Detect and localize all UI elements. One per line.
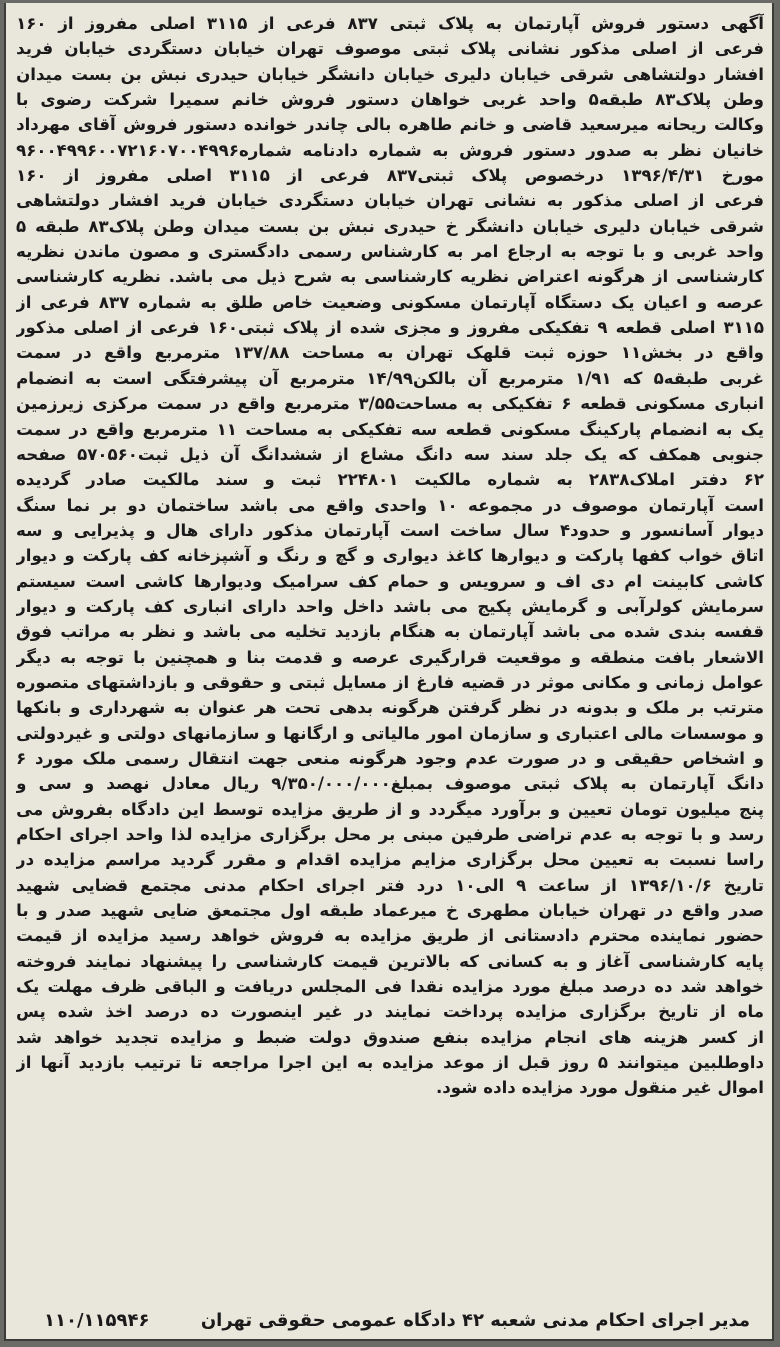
notice-body	[16, 11, 764, 1101]
notice-line: است آپارتمان موصوف در مجموعه ۱۰ واحدی واقع می باشد ساختمان دو بر نما سنگ	[16, 495, 764, 515]
notice-line: سرمایش کولرآبی و گرمایش پکیج می باشد داخل واحد دارای انباری کف پارکت و دیوار	[16, 596, 764, 616]
notice-case-number: ۱۱۰/۱۱۵۹۴۶	[44, 1309, 150, 1331]
notice-line: مترتب بر ملک و بدونه در نظر گرفتن هرگونه بدهی تحت هر عنوان به شهرداری و بانکها	[16, 698, 764, 718]
notice-line: وکالت ریحانه میرسعید قاضی و خانم طاهره بالی چاندر خوانده دستور فروش آقای مهرداد	[16, 115, 764, 135]
notice-signature: مدیر اجرای احکام مدنی شعبه ۴۲ دادگاه عمومی حقوقی تهران	[200, 1309, 750, 1331]
notice-line: خواهد شد ده درصد مبلغ مورد مزایده نقدا فی المجلس دریافت و الباقی ظرف مهلت یک	[16, 977, 764, 997]
notice-line: تاریخ ۱۳۹۶/۱۰/۶ از ساعت ۹ الی۱۰ درد فتر اجرای احکام مدنی مجتمع قضایی شهید	[16, 875, 764, 895]
notice-line: و موسسات مالی اعتباری و سازمان امور مالیاتی و ارگانها و سازمانهای دولتی و غیردولتی	[16, 723, 764, 743]
notice-line: فرعی از اصلی مذکور به نشانی تهران خیابان دستگردی خیابان فرید افشار دولتشاهی	[16, 191, 764, 211]
notice-line: آگهی دستور فروش آپارتمان به پلاک ثبتی ۸۳۷ فرعی از ۳۱۱۵ اصلی مفروز از ۱۶۰	[16, 14, 764, 33]
notice-line: عوامل زمانی و مکانی موثر در قضیه فارغ از مسایل ثبتی و حقوقی و بازداشتهای متصوره	[16, 672, 764, 692]
notice-line: حضور نماینده محترم دادستانی از طریق مزایده به فروش خواهد رسید مزایده از قیمت	[16, 926, 764, 946]
newspaper-notice	[4, 3, 774, 1341]
notice-line: واقع در بخش۱۱ حوزه ثبت قلهک تهران به مساحت ۱۳۷/۸۸ مترمربع واقع در سمت	[16, 343, 764, 363]
notice-line: واحد غربی و با توجه به ارجاع امر به کارشناس رسمی دادگستری و مصون ماندن نظریه	[16, 242, 764, 262]
notice-line: پایه کارشناسی آغاز و به کسانی که بالاترین قیمت کارشناسی را پیشنهاد نمایند فروخته	[16, 951, 764, 971]
notice-line: الاشعار بافت منطقه و موقعیت قرارگیری عرصه و قدمت بنا و همچنین با توجه به دیگر	[16, 647, 764, 667]
notice-line: ۳۱۱۵ اصلی قطعه ۹ تفکیکی مفروز و مجزی شده از پلاک ثبتی۱۶۰ فرعی از اصلی مذکور	[16, 318, 764, 338]
notice-line: غربی طبقه۵ که ۱/۹۱ مترمربع آن بالکن۱۴/۹۹ مترمربع آن پیشرفتگی است به انضمام	[16, 368, 764, 388]
notice-line: کاشی کابینت ام دی اف و سرویس و حمام کف سرامیک ودیوارها کاشی است سیستم	[16, 571, 764, 591]
notice-line: کارشناسی از هرگونه اعتراض نظریه کارشناسی به شرح ذیل می باشد. نظریه کارشناسی	[16, 267, 764, 287]
notice-line: فرعی از اصلی مذکور نشانی پلاک ثبتی موصوف تهران خیابان دستگردی خیابان فرید	[16, 39, 764, 59]
notice-line: عرصه و اعیان یک دستگاه آپارتمان مسکونی وضعیت خاص طلق به شماره ۸۳۷ فرعی از	[16, 292, 764, 312]
notice-line: داوطلبین میتوانند ۵ روز قبل از موعد مزایده به این اجرا مراجعه تا ترتیب بازدید آنها از	[16, 1053, 764, 1073]
notice-line: ماه از تاریخ برگزاری مزایده پرداخت نمایند در غیر اینصورت ده درصد اخذ شده پس	[16, 1002, 764, 1022]
notice-line: از کسر هزینه های انجام مزایده بنفع صندوق دولت ضبط و مزایده تجدید خواهد شد	[16, 1027, 764, 1047]
notice-line: دانگ آپارتمان به پلاک ثبتی موصوف بمبلغ۹/۳۵۰/۰۰۰/۰۰۰ ریال معادل نهصد و سی و	[16, 774, 764, 794]
notice-line: اتاق خواب کفها پارکت و دیوارها کاغذ دیواری و گچ و رنگ و آشپزخانه کف پارکت و دیوار	[16, 546, 764, 566]
notice-line: یک به انضمام پارکینگ مسکونی قطعه سه تفکیکی به مساحت ۱۱ مترمربع واقع در سمت	[16, 419, 764, 439]
notice-line: راسا نسبت به تعیین محل برگزاری مزایم مزایده اقدام و مقرر گردید مراسم مزایده در	[16, 850, 764, 870]
notice-line: رسد و با توجه به عدم تراضی طرفین مبنی بر محل برگزاری مزایده لذا واحد اجرای احکام	[16, 825, 764, 844]
notice-line: و اشخاص حقیقی و در صورت عدم وجود هرگونه منعی جهت انتقال رسمی ملک مورد ۶	[16, 748, 764, 768]
notice-line: دیوار آسانسور و حدود۴ سال ساخت است آپارتمان مذکور دارای هال و پذیرایی و سه	[16, 520, 764, 540]
notice-line: اموال غیر منقول مورد مزایده داده شود.	[435, 1078, 764, 1098]
notice-line: صدر واقع در تهران خیابان مطهری خ میرعماد طبقه اول مجتمعق ضایی شهید صدر و با	[16, 901, 764, 921]
notice-line: ۶۲ دفتر املاک۲۸۳۸ به شماره مالکیت ۲۲۴۸۰۱ ثبت و سند مالکیت صادر گردیده	[16, 470, 764, 490]
notice-line: پنج میلیون تومان تعیین و برآورد میگردد و از طریق مزایده توسط این دادگاه بفروش می	[16, 799, 764, 819]
notice-line: انباری مسکونی قطعه ۶ تفکیکی به مساحت۳/۵۵ مترمربع واقع در سمت مرکزی زیرزمین	[16, 394, 764, 414]
notice-line: مورخ ۱۳۹۶/۴/۳۱ درخصوص پلاک ثبتی۸۳۷ فرعی از ۳۱۱۵ اصلی مفروز از ۱۶۰	[16, 166, 764, 186]
notice-line: وطن پلاک۸۳ طبقه۵ واحد غربی خواهان دستور فروش خانم سمیرا شرکت رضوی با	[16, 90, 764, 110]
notice-line: شرقی خیابان دلیری خیابان دانشگر خ حیدری نبش بن بست میدان وطن پلاک۸۳ طبقه ۵	[16, 216, 764, 236]
notice-line: قفسه بندی شده می باشد آپارتمان به هنگام بازدید تخلیه می باشد و نظر به مراتب فوق	[16, 622, 764, 642]
notice-line: خانیان نظر به صدور دستور فروش به شماره دادنامه شماره۹۶۰۰۴۹۹۶۰۰۷۲۱۶۰۷۰۰۴۹۹۶	[16, 140, 764, 160]
notice-footer	[16, 1300, 764, 1340]
notice-line: افشار دولتشاهی شرقی خیابان دلیری خیابان دانشگر خیابان حیدری نبش بن بست میدان	[16, 64, 764, 84]
notice-line: جنوبی همکف که یک جلد سند سه دانگ مشاع از ششدانگ آن ذیل ثبت۵۷۰۵۶۰ صفحه	[16, 444, 764, 464]
